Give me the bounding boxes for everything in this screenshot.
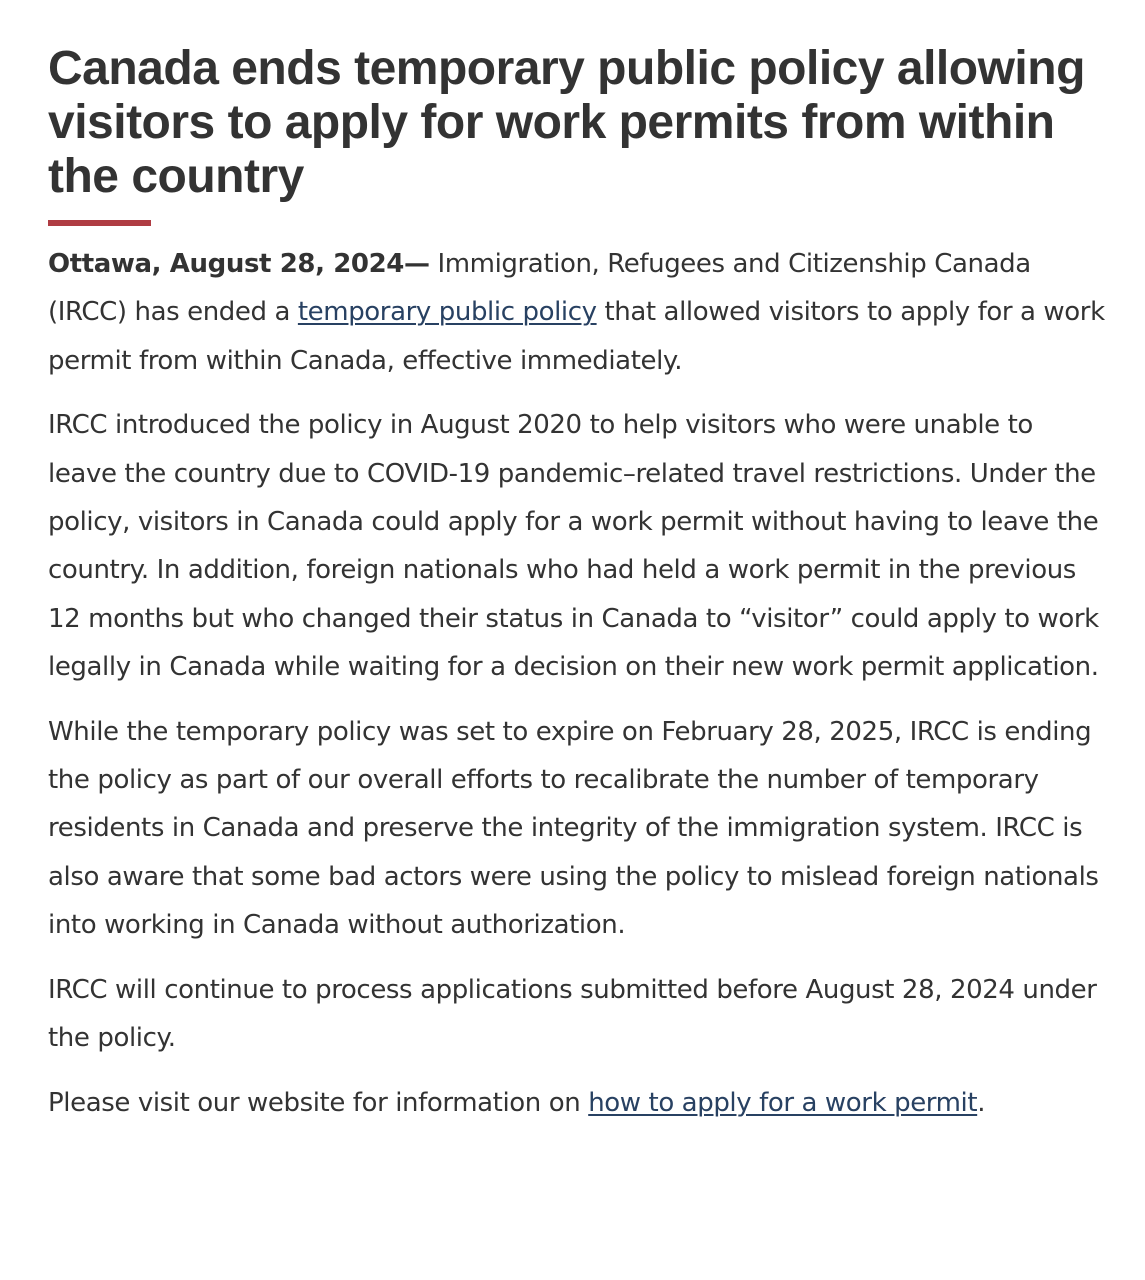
temporary-public-policy-link[interactable]: temporary public policy: [297, 297, 597, 328]
paragraph-intro: [48, 240, 1108, 385]
paragraph-rationale: While the temporary policy was set to expire on February 28, 2025, IRCC is ending the policy as part of our overall efforts to recalibrate the number of temporary residents in Canada and preserve the integrity of the immigration system. IRCC is also aware that some bad actors were using the policy to mislead foreign nationals into working in Canada without authorization.: [48, 716, 1099, 941]
paragraph-more-info: [48, 1079, 1108, 1127]
dateline: Ottawa, August 28, 2024—: [48, 249, 430, 279]
headline-accent-rule: [48, 220, 151, 226]
paragraph-background: IRCC introduced the policy in August 2020 to help visitors who were unable to leave the country due to COVID-19 pandemic–related travel restrictions. Under the policy, visitors in Canada could apply for a work permit without having to leave the country. In addition, foreign nationals who had held a work permit in the previous 12 months but who changed their status in Canada to “visitor” could apply to work legally in Canada while waiting for a decision on their new work permit application.: [48, 410, 1099, 683]
intro-text-after-link: that allowed visitors to apply for a work permit from within Canada, effective immediately.: [48, 297, 1105, 376]
more-info-text: Please visit our website for information on: [48, 1087, 589, 1118]
how-to-apply-work-permit-link[interactable]: how to apply for a work permit: [588, 1087, 978, 1118]
news-article: [48, 42, 1108, 1143]
article-headline: Canada ends temporary public policy allowing visitors to apply for work permits from within the country: [48, 42, 1085, 203]
paragraph-processing: IRCC will continue to process applications submitted before August 28, 2024 under the policy.: [48, 974, 1097, 1054]
more-info-period: .: [977, 1087, 986, 1118]
intro-text-before-link: Immigration, Refugees and Citizenship Canada (IRCC) has ended a: [48, 249, 1031, 328]
